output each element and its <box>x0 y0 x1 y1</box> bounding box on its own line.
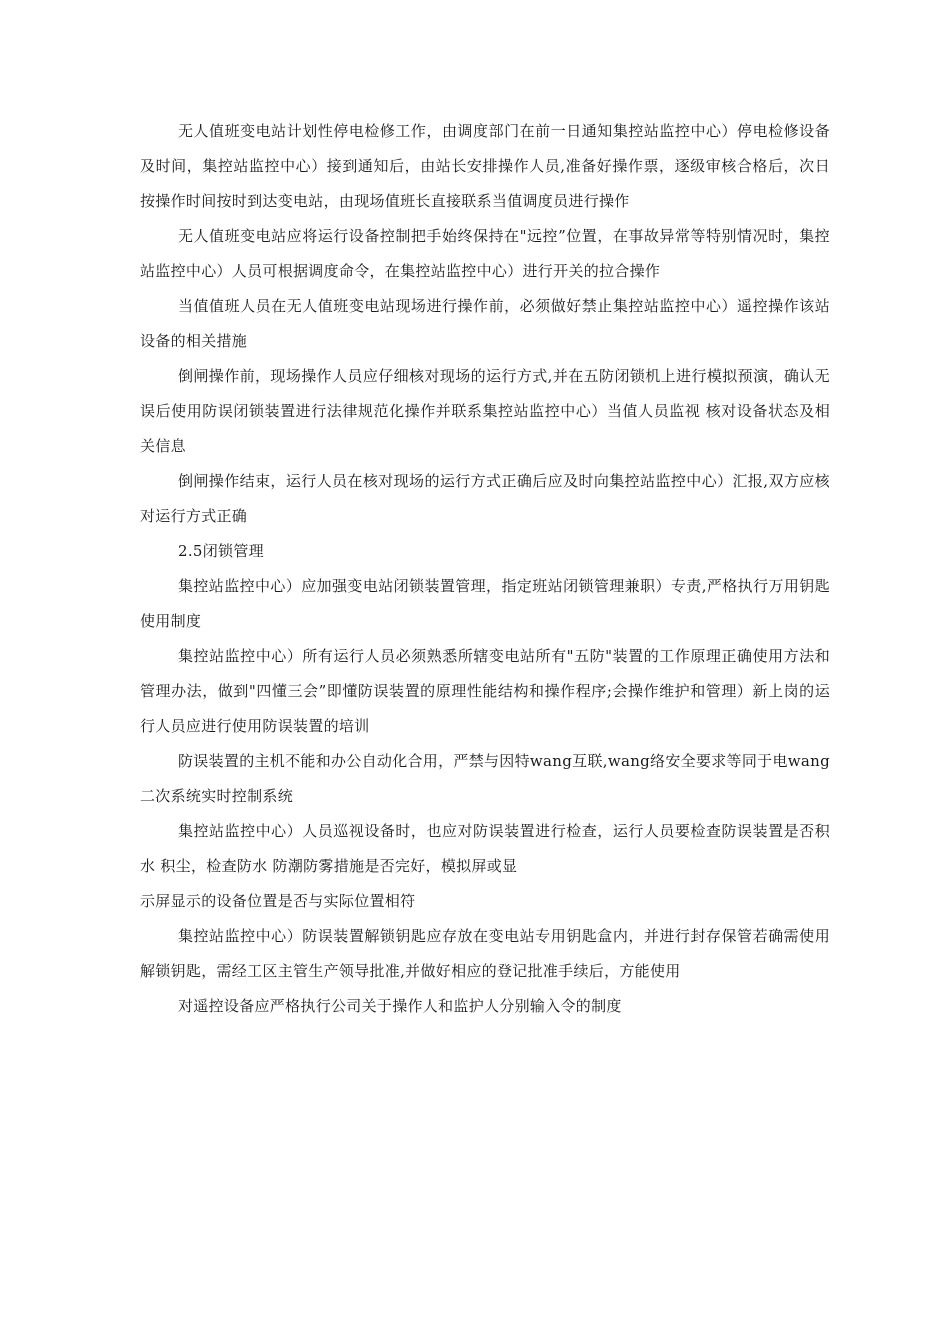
section-heading-lock-management: 2.5闭锁管理 <box>178 542 264 560</box>
paragraph-planned-outage: 无人值班变电站计划性停电检修工作，由调度部门在前一日通知集控站监控中心）停电检修设备及时间，集控站监控中心）接到通知后，由站长安排操作人员,准备好操作票，逐级审核合格后，次日按操作时间按时到达变电站，由现场值班长直接联系当值调度员进行操作 <box>140 122 830 210</box>
paragraph-host-network: 防误装置的主机不能和办公自动化合用，严禁与因特wang互联,wang络安全要求等同于电wang二次系统实时控制系统 <box>140 752 831 805</box>
paragraph-post-switching: 倒闸操作结束，运行人员在核对现场的运行方式正确后应及时向集控站监控中心）汇报,双方应核对运行方式正确 <box>140 472 830 525</box>
paragraph-unlock-key: 集控站监控中心）防误装置解锁钥匙应存放在变电站专用钥匙盒内，并进行封存保管若确需使用解锁钥匙，需经工区主管生产领导批准,并做好相应的登记批准手续后，方能使用 <box>140 927 830 980</box>
paragraph-lock-device-management: 集控站监控中心）应加强变电站闭锁装置管理，指定班站闭锁管理兼职）专责,严格执行万用钥匙使用制度 <box>140 577 830 630</box>
paragraph-inspection: 集控站监控中心）人员巡视设备时，也应对防误装置进行检查，运行人员要检查防误装置是否积水 积尘，检查防水 防潮防雾措施是否完好，模拟屏或显 <box>140 822 830 875</box>
document-body <box>140 114 830 1024</box>
paragraph-inspection-continued: 示屏显示的设备位置是否与实际位置相符 <box>140 892 416 910</box>
paragraph-onsite-operation: 当值值班人员在无人值班变电站现场进行操作前，必须做好禁止集控站监控中心）遥控操作该站设备的相关措施 <box>140 297 830 350</box>
paragraph-remote-control: 无人值班变电站应将运行设备控制把手始终保持在"远控”位置，在事故异常等特别情况时，集控站监控中心）人员可根据调度命令，在集控站监控中心）进行开关的拉合操作 <box>140 227 830 280</box>
paragraph-five-prevention: 集控站监控中心）所有运行人员必须熟悉所辖变电站所有"五防"装置的工作原理正确使用方法和管理办法，做到"四懂三会”即懂防误装置的原理性能结构和操作程序;会操作维护和管理）新上岗的运行人员应进行使用防误装置的培训 <box>140 647 830 735</box>
paragraph-pre-switching: 倒闸操作前，现场操作人员应仔细核对现场的运行方式,并在五防闭锁机上进行模拟预演，确认无误后使用防误闭锁装置进行法律规范化操作并联系集控站监控中心）当值人员监视 核对设备状态及相关信息 <box>140 367 830 455</box>
paragraph-remote-command: 对遥控设备应严格执行公司关于操作人和监护人分别输入令的制度 <box>178 997 622 1015</box>
